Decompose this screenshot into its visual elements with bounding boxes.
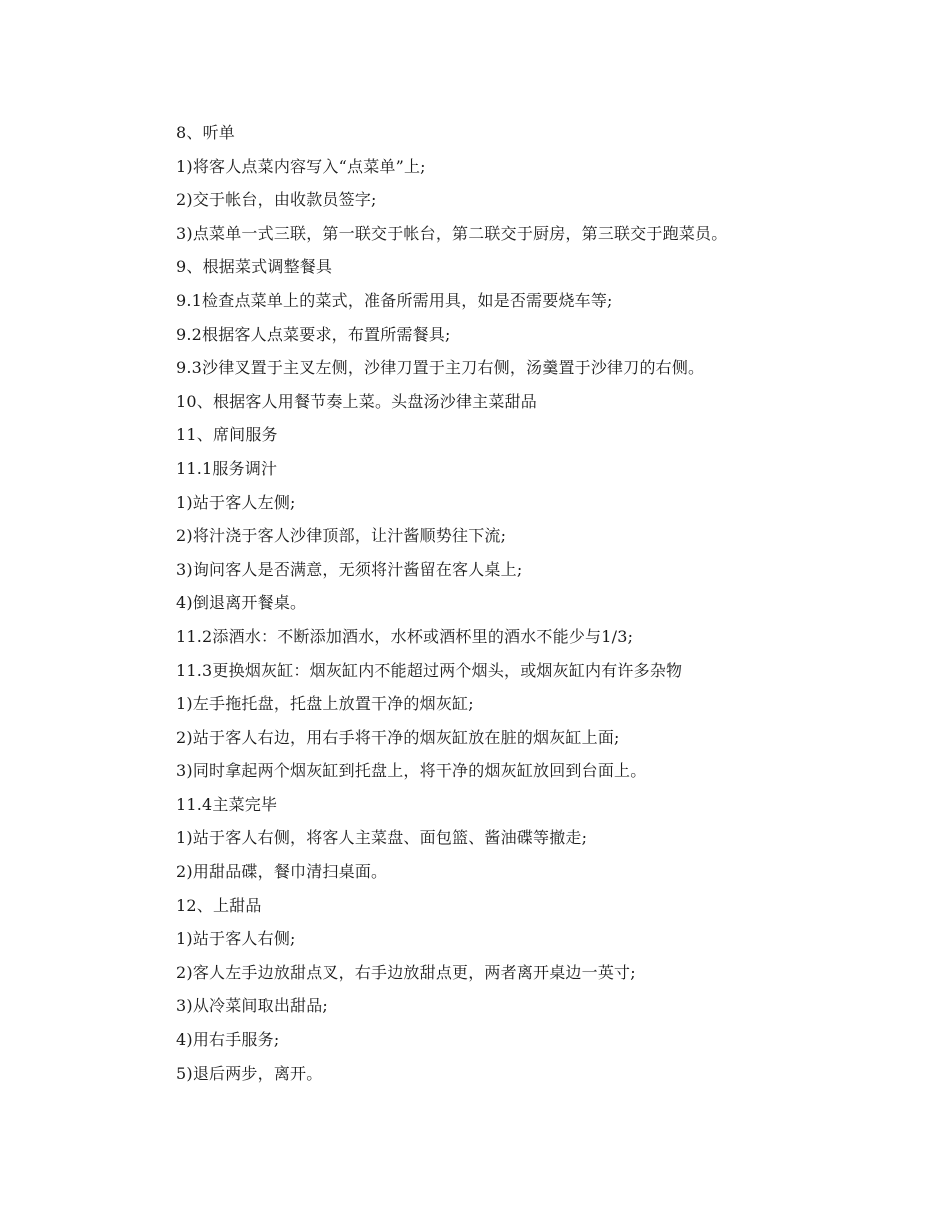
text-line: 1)将客人点菜内容写入“点菜单”上; [176,156,426,176]
text-line: 4)倒退离开餐桌。 [176,593,307,613]
text-line: 1)站于客人右侧，将客人主菜盘、面包篮、酱油碟等撤走; [176,828,588,848]
text-line: 3)询问客人是否满意，无须将汁酱留在客人桌上; [176,559,523,579]
text-line: 2)将汁浇于客人沙律顶部，让汁酱顺势往下流; [176,526,507,546]
text-line: 1)站于客人左侧; [176,492,296,512]
text-line: 3)点菜单一式三联，第一联交于帐台，第二联交于厨房，第三联交于跑菜员。 [176,223,728,243]
text-line: 2)用甜品碟，餐巾清扫桌面。 [176,862,388,882]
text-line: 9.1检查点菜单上的菜式，准备所需用具，如是否需要烧车等; [176,290,613,310]
section-heading: 9、根据菜式调整餐具 [176,257,333,277]
section-heading: 10、根据客人用餐节奏上菜。头盘汤沙律主菜甜品 [176,391,537,411]
text-line: 3)同时拿起两个烟灰缸到托盘上，将干净的烟灰缸放回到台面上。 [176,761,647,781]
subsection-heading: 11.1服务调汁 [176,458,278,478]
subsection-heading: 11.4主菜完毕 [176,794,278,814]
text-line: 9.2根据客人点菜要求，布置所需餐具; [176,324,451,344]
text-line: 5)退后两步，离开。 [176,1063,323,1083]
section-heading: 8、听单 [176,123,235,142]
text-line: 2)客人左手边放甜点叉，右手边放甜点更，两者离开桌边一英寸; [176,962,636,982]
text-line: 2)交于帐台，由收款员签字; [176,190,377,210]
text-line: 4)用右手服务; [176,1030,280,1050]
text-line: 2)站于客人右边，用右手将干净的烟灰缸放在脏的烟灰缸上面; [176,727,620,747]
document-body [176,116,876,1090]
text-line: 1)左手拖托盘，托盘上放置干净的烟灰缸; [176,694,474,714]
text-line: 1)站于客人右侧; [176,929,296,949]
text-line: 3)从冷菜间取出甜品; [176,996,329,1016]
subsection-heading: 11.3更换烟灰缸：烟灰缸内不能超过两个烟头，或烟灰缸内有许多杂物 [176,660,683,680]
subsection-heading: 11.2添酒水：不断添加酒水，水杯或酒杯里的酒水不能少与1/3; [176,626,634,646]
section-heading: 12、上甜品 [176,895,262,915]
section-heading: 11、席间服务 [176,425,278,445]
text-line: 9.3沙律叉置于主叉左侧，沙律刀置于主刀右侧，汤羹置于沙律刀的右侧。 [176,358,705,378]
